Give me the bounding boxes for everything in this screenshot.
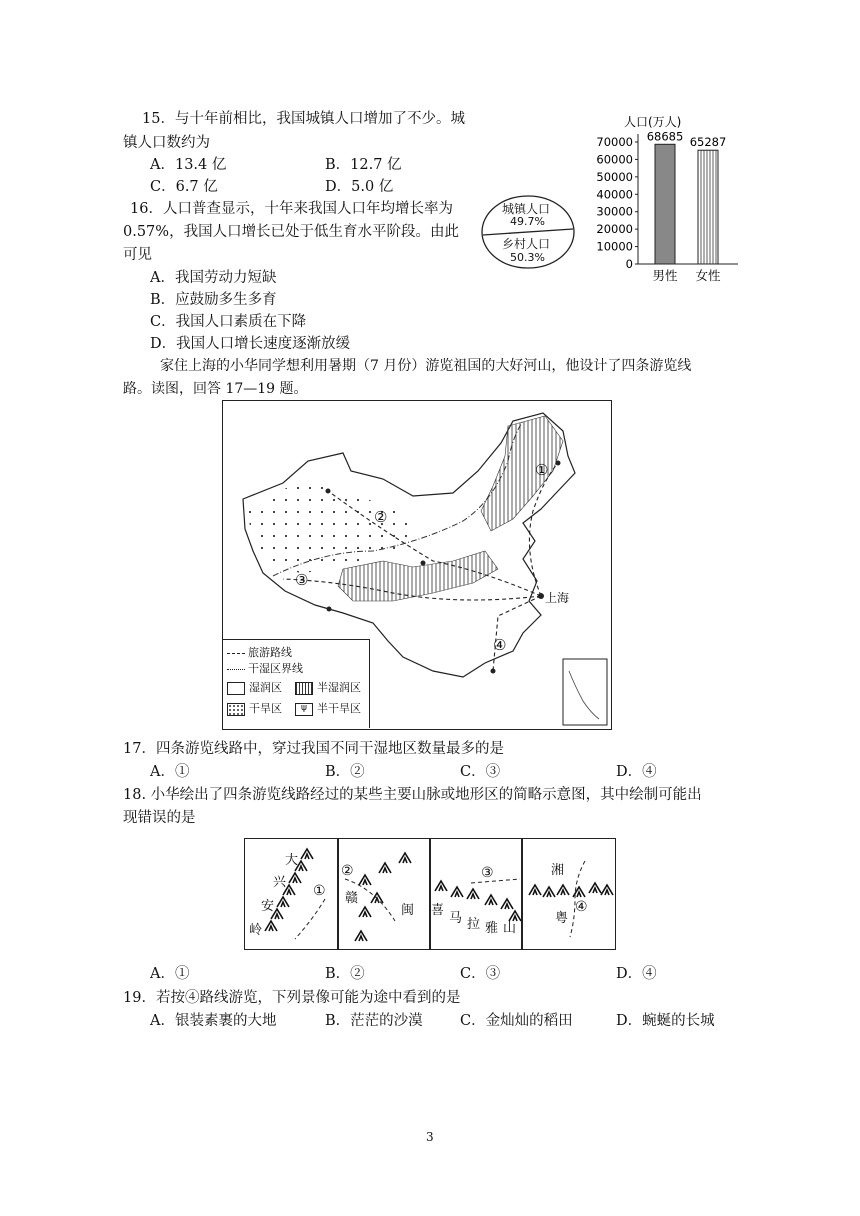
q18-panel1-char2: 兴 bbox=[273, 875, 287, 890]
y-tick-label: 50000 bbox=[596, 169, 633, 184]
q15-option-d[interactable]: D．5.0 亿 bbox=[325, 179, 394, 195]
q16-option-c[interactable]: C．我国人口素质在下降 bbox=[150, 314, 307, 330]
q18-stem-line1: 18. 小华绘出了四条游览线路经过的某些主要山脉或地形区的简略示意图，其中绘制可能出 bbox=[123, 787, 702, 803]
q18-panel4-route: ④ bbox=[575, 899, 588, 915]
q18-panel1-route: ① bbox=[313, 883, 326, 899]
urban-value: 49.7% bbox=[510, 215, 545, 228]
q18-panel2-route: ② bbox=[341, 863, 354, 879]
q18-diagram bbox=[244, 838, 616, 950]
y-tick-label: 40000 bbox=[596, 187, 633, 202]
mountain-icon bbox=[379, 863, 391, 873]
q16-option-b[interactable]: B．应鼓励多生多育 bbox=[150, 292, 277, 308]
q18-panel4-char1: 湘 bbox=[551, 863, 565, 878]
q15-option-c[interactable]: C．6.7 亿 bbox=[150, 179, 218, 195]
q18-panel1-char1: 大 bbox=[285, 853, 299, 868]
y-tick-label: 20000 bbox=[596, 222, 633, 237]
q18-option-c[interactable]: C．③ bbox=[460, 966, 501, 982]
x-tick-label: 男性 bbox=[652, 268, 678, 283]
q18-option-a[interactable]: A．① bbox=[150, 966, 190, 982]
mountain-icon bbox=[399, 853, 411, 863]
rural-value: 50.3% bbox=[510, 251, 545, 264]
y-tick-label: 60000 bbox=[596, 152, 633, 167]
q17-option-d[interactable]: D．④ bbox=[616, 764, 657, 780]
intro-line1: 家住上海的小华同学想利用暑期（7 月份）游览祖国的大好河山，他设计了四条游览线 bbox=[160, 358, 692, 374]
y-tick-label: 10000 bbox=[596, 239, 633, 254]
q15-option-b[interactable]: B．12.7 亿 bbox=[325, 157, 402, 173]
mountain-icon bbox=[355, 931, 367, 941]
q18-stem-line2: 现错误的是 bbox=[123, 810, 196, 826]
rural-label: 乡村人口 bbox=[502, 237, 551, 251]
urban-rural-pie bbox=[480, 194, 576, 270]
q18-panel3-char2: 马 bbox=[449, 911, 463, 926]
mountain-icon bbox=[277, 897, 289, 907]
mountain-icon bbox=[557, 885, 569, 895]
bar-value-label: 68685 bbox=[646, 129, 684, 144]
china-map-figure bbox=[222, 400, 612, 730]
q18-panel1-char4: 岭 bbox=[249, 923, 263, 938]
q18-panel2-char1: 赣 bbox=[345, 891, 359, 906]
legend-arid: 干旱区 bbox=[227, 700, 282, 716]
bar-male bbox=[655, 144, 675, 264]
y-tick-label: 70000 bbox=[596, 135, 633, 149]
q15-option-a[interactable]: A．13.4 亿 bbox=[150, 157, 227, 173]
mountain-icon bbox=[529, 885, 541, 895]
q18-option-d[interactable]: D．④ bbox=[616, 966, 657, 982]
q19-option-b[interactable]: B．茫茫的沙漠 bbox=[325, 1013, 423, 1029]
mountain-icon bbox=[435, 881, 447, 891]
q15-stem-line2: 镇人口数约为 bbox=[123, 135, 210, 151]
route-label-3: ③ bbox=[295, 571, 309, 589]
route-label-1: ① bbox=[535, 461, 549, 479]
q16-option-d[interactable]: D．我国人口增长速度逐渐放缓 bbox=[150, 336, 351, 352]
x-tick-label: 女性 bbox=[695, 268, 721, 283]
shanghai-label: 上海 bbox=[545, 591, 570, 605]
legend-semi-humid: 半湿润区 bbox=[295, 679, 361, 695]
q16-stem-line2: 0.57%，我国人口增长已处于低生育水平阶段。由此 bbox=[123, 224, 460, 240]
mountain-icon bbox=[467, 889, 479, 899]
mountain-icon bbox=[301, 849, 313, 859]
bar-value-label: 65287 bbox=[689, 135, 727, 150]
q19-option-a[interactable]: A．银装素裹的大地 bbox=[150, 1013, 277, 1029]
mountain-icon bbox=[289, 873, 301, 883]
q16-stem-line3: 可见 bbox=[123, 247, 152, 263]
mountain-icon bbox=[589, 883, 601, 893]
q19-option-d[interactable]: D．蜿蜒的长城 bbox=[616, 1013, 715, 1029]
q18-panel3-char4: 雅 bbox=[485, 921, 499, 936]
intro-line2: 路。读图，回答 17—19 题。 bbox=[123, 381, 308, 397]
q18-option-b[interactable]: B．② bbox=[325, 966, 365, 982]
y-axis-label: 人口(万人) bbox=[624, 115, 682, 129]
q18-panel1-char3: 安 bbox=[261, 899, 275, 914]
q16-stem-line1: 16．人口普查显示，十年来我国人口年均增长率为 bbox=[130, 201, 453, 217]
legend-boundary: 干湿区界线 bbox=[227, 660, 303, 676]
q18-panel4-char2: 粤 bbox=[555, 911, 569, 926]
q16-option-a[interactable]: A．我国劳动力短缺 bbox=[150, 270, 277, 286]
bar-female bbox=[698, 150, 718, 264]
mountain-icon bbox=[265, 921, 277, 931]
q18-panel2-char2: 闽 bbox=[401, 903, 415, 918]
route-label-4: ④ bbox=[493, 636, 507, 654]
legend-route: 旅游路线 bbox=[227, 644, 292, 660]
mountain-icon bbox=[359, 875, 371, 885]
urban-label: 城镇人口 bbox=[502, 202, 551, 216]
mountain-icon bbox=[451, 887, 463, 897]
y-tick-label: 0 bbox=[625, 257, 633, 271]
legend-semi-arid: ψ 半干旱区 bbox=[295, 700, 361, 716]
q17-option-b[interactable]: B．② bbox=[325, 764, 365, 780]
q18-panel3-char5: 山 bbox=[503, 921, 517, 936]
y-tick-label: 30000 bbox=[596, 204, 633, 219]
q17-option-c[interactable]: C．③ bbox=[460, 764, 501, 780]
q18-panel3-char3: 拉 bbox=[467, 917, 481, 932]
map-legend bbox=[223, 639, 370, 728]
q19-option-c[interactable]: C．金灿灿的稻田 bbox=[460, 1013, 573, 1029]
mountain-icon bbox=[543, 887, 555, 897]
page-number: 3 bbox=[426, 1130, 434, 1144]
mountain-icon bbox=[601, 885, 613, 895]
mountain-icon bbox=[485, 895, 497, 905]
q18-panel3-char1: 喜 bbox=[431, 903, 445, 918]
q19-stem: 19．若按④路线游览，下列景像可能为途中看到的是 bbox=[123, 990, 461, 1006]
q17-stem: 17．四条游览线路中，穿过我国不同干湿地区数量最多的是 bbox=[123, 741, 504, 757]
mountain-icon bbox=[359, 907, 371, 917]
route-label-2: ② bbox=[374, 508, 388, 526]
q18-panel3-route: ③ bbox=[481, 865, 494, 881]
q17-option-a[interactable]: A．① bbox=[150, 764, 190, 780]
mountain-icon bbox=[501, 899, 513, 909]
legend-humid: 湿润区 bbox=[227, 679, 282, 695]
population-bar-chart bbox=[580, 112, 740, 287]
q15-stem-line1: 15．与十年前相比，我国城镇人口增加了不少。城 bbox=[142, 111, 465, 127]
